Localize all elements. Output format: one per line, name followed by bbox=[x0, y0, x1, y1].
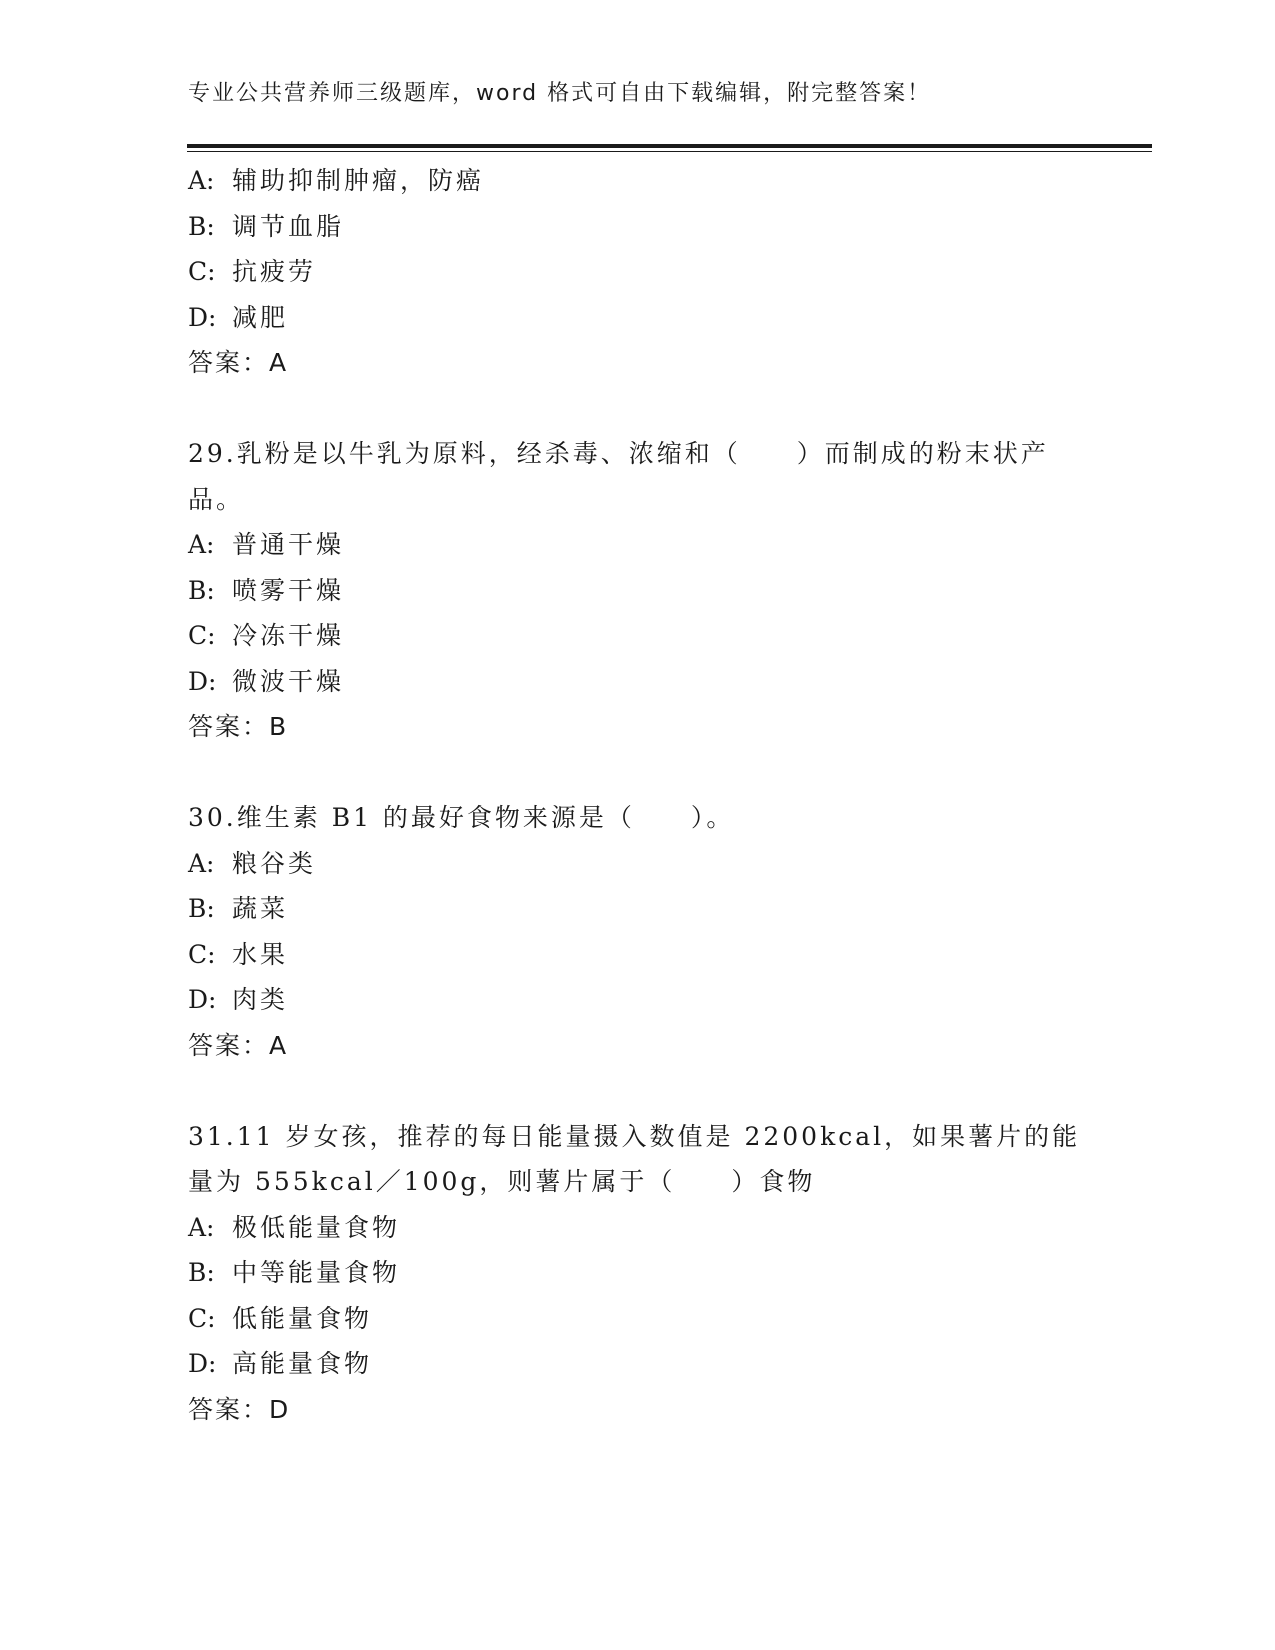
page-header: 专业公共营养师三级题库，word 格式可自由下载编辑，附完整答案！ bbox=[188, 81, 932, 106]
question-title: 30.维生素 B1 的最好食物来源是（ ）。 bbox=[188, 803, 735, 832]
option-d: D: 高能量食物 bbox=[188, 1349, 373, 1378]
question-title: 31.11 岁女孩，推荐的每日能量摄入数值是 2200kcal，如果薯片的能 bbox=[188, 1121, 1081, 1151]
option-d: D: 微波干燥 bbox=[188, 666, 345, 696]
answer-line: 答案：A bbox=[188, 1030, 289, 1060]
option-b: B: 蔬菜 bbox=[188, 894, 289, 923]
header-rule-thick bbox=[187, 144, 1152, 148]
question-block bbox=[188, 431, 1088, 750]
option-c: C: 冷冻干燥 bbox=[188, 621, 345, 650]
option-d: D: 减肥 bbox=[188, 302, 289, 332]
answer-line: 答案：B bbox=[188, 712, 289, 741]
option-a: A: 普通干燥 bbox=[188, 530, 345, 559]
option-d: D: 肉类 bbox=[188, 985, 289, 1014]
option-c: C: 水果 bbox=[188, 939, 289, 969]
option-b: B: 喷雾干燥 bbox=[188, 575, 345, 605]
answer-line: 答案：D bbox=[188, 1394, 291, 1424]
question-list bbox=[188, 158, 1088, 1432]
question-block bbox=[188, 795, 1088, 1068]
option-b: B: 中等能量食物 bbox=[188, 1258, 401, 1287]
option-a: A: 极低能量食物 bbox=[188, 1212, 401, 1242]
option-b: B: 调节血脂 bbox=[188, 211, 345, 241]
question-title: 29.乳粉是以牛乳为原料，经杀毒、浓缩和（ ）而制成的粉末状产 bbox=[188, 439, 1049, 468]
question-title-continued: 量为 555kcal／100g，则薯片属于（ ）食物 bbox=[188, 1167, 816, 1196]
option-c: C: 抗疲劳 bbox=[188, 257, 317, 286]
option-a: A: 辅助抑制肿瘤，防癌 bbox=[188, 166, 485, 195]
question-block bbox=[188, 158, 1088, 386]
question-title-continued: 品。 bbox=[188, 484, 245, 514]
answer-line: 答案：A bbox=[188, 348, 289, 377]
question-block bbox=[188, 1114, 1088, 1433]
option-a: A: 粮谷类 bbox=[188, 848, 317, 878]
option-c: C: 低能量食物 bbox=[188, 1303, 373, 1333]
header-rule-thin bbox=[187, 151, 1152, 152]
